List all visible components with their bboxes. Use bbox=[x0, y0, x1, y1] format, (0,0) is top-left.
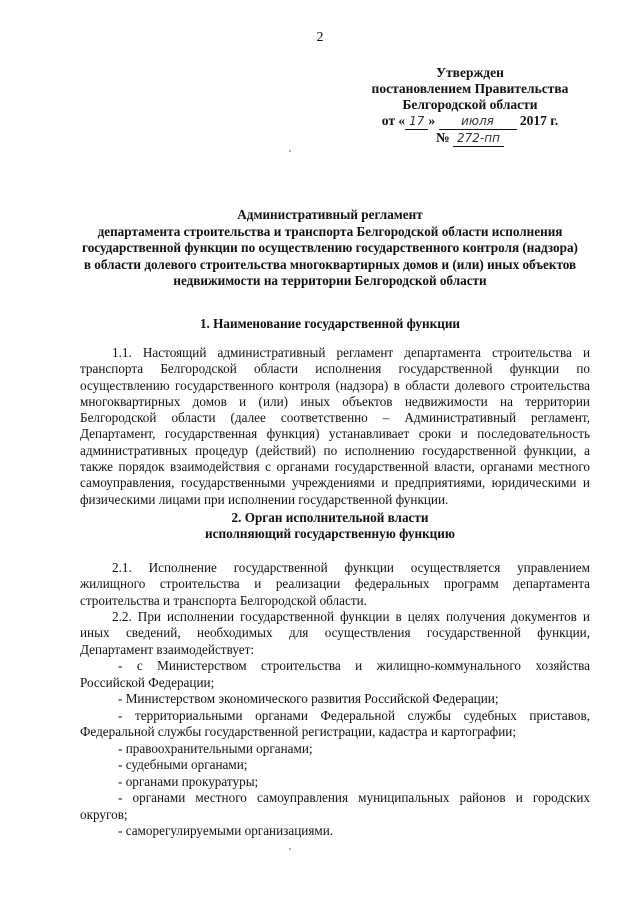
list-item-line: - территориальными органами Федеральной службы судебных приставов, bbox=[118, 707, 590, 723]
list-item: - правоохранительными органами; bbox=[118, 740, 313, 756]
interaction-list bbox=[80, 658, 590, 840]
date-year: 2017 г. bbox=[519, 113, 559, 128]
section-1-heading bbox=[70, 316, 590, 332]
title-line-3: государственной функции по осуществлению государственного контроля (надзора) bbox=[82, 240, 578, 255]
date-mid: » bbox=[428, 113, 436, 128]
title-line-5: недвижимости на территории Белгородской области bbox=[173, 273, 487, 288]
number-prefix: № bbox=[436, 130, 450, 145]
approval-date bbox=[360, 113, 580, 130]
section-2-heading bbox=[70, 510, 590, 542]
section-1-paragraph bbox=[80, 345, 590, 508]
date-month: июля bbox=[439, 113, 517, 130]
s1-line: транспорта Белгородской области исполнения государственной функции по bbox=[80, 361, 590, 377]
date-day: 17 bbox=[405, 113, 428, 130]
s1-line: Белгородской области (далее соответственно – Административный регламент, bbox=[80, 410, 590, 426]
section-1-heading-text: 1. Наименование государственной функции bbox=[199, 316, 461, 331]
section-2-heading-line-1: 2. Орган исполнительной власти bbox=[231, 510, 429, 525]
s2p1-line: строительства и транспорта Белгородской области. bbox=[80, 592, 367, 608]
list-item: - Министерством экономического развития Российской Федерации; bbox=[118, 691, 499, 706]
list-item-line: - с Министерством строительства и жилищно-коммунального хозяйства bbox=[118, 658, 590, 673]
title-line-1: Административный регламент bbox=[237, 207, 423, 222]
s1-line: 1.1. Настоящий административный регламент департамента строительства и bbox=[112, 345, 590, 360]
section-2-heading-line-2: исполняющий государственную функцию bbox=[205, 526, 455, 541]
s1-line: физическими лицами при исполнении государственной функции. bbox=[80, 491, 449, 507]
list-item-line: - органами местного самоуправления муниципальных районов и городских bbox=[118, 790, 590, 805]
approval-number bbox=[360, 130, 580, 147]
list-item: - судебными органами; bbox=[118, 757, 248, 772]
section-2-paragraph-2 bbox=[80, 609, 590, 658]
list-item: - органами прокуратуры; bbox=[118, 773, 259, 789]
s1-line: административных процедур (действий) по исполнению государственной функции, а bbox=[80, 442, 590, 458]
s1-line: Департамент, государственная функция) устанавливает сроки и последовательность bbox=[80, 426, 590, 442]
list-item-line: Российской Федерации; bbox=[80, 674, 215, 690]
number-value: 272-пп bbox=[453, 130, 504, 147]
list-item-line: округов; bbox=[80, 806, 128, 822]
list-item bbox=[80, 708, 590, 741]
section-2-paragraph-1 bbox=[80, 560, 590, 609]
s2p1-line: жилищного строительства и реализации федеральных программ департамента bbox=[80, 576, 590, 592]
scan-speck bbox=[289, 150, 291, 152]
title-line-4: в области долевого строительства многоквартирных домов и (или) иных объектов bbox=[83, 256, 577, 272]
page-number: 2 bbox=[316, 30, 324, 45]
s2p2-line: 2.2. При исполнении государственной функции в целях получения документов и bbox=[112, 609, 590, 624]
s1-line: осуществлению государственного контроля (надзора) в области долевого строительства bbox=[80, 377, 590, 393]
list-item bbox=[80, 790, 590, 823]
list-item: - саморегулируемыми организациями. bbox=[118, 823, 334, 838]
s2p2-line: иных сведений, необходимых для осуществления государственной функции, bbox=[80, 625, 590, 641]
list-item bbox=[80, 658, 590, 691]
s2p2-line: Департамент взаимодействует: bbox=[80, 641, 255, 657]
s1-line: многоквартирных домов и (или) иных объектов недвижимости на территории bbox=[80, 393, 590, 409]
s1-line: также порядок взаимодействия с органами государственной власти, органами местного bbox=[80, 459, 590, 475]
approval-line-2: постановлением Правительства bbox=[371, 81, 569, 96]
approval-line-1: Утвержден bbox=[436, 65, 504, 80]
s1-line: самоуправления, государственными учреждениями и предприятиями, юридическими и bbox=[80, 475, 590, 491]
document-title bbox=[70, 207, 590, 290]
title-line-2: департамента строительства и транспорта Белгородской области исполнения bbox=[97, 223, 563, 239]
approval-line-3: Белгородской области bbox=[402, 97, 538, 112]
s2p1-line: 2.1. Исполнение государственной функции осуществляется управлением bbox=[112, 560, 590, 575]
approval-block bbox=[360, 65, 580, 147]
list-item-line: Федеральной службы государственной регистрации, кадастра и картографии; bbox=[80, 724, 517, 739]
scan-speck bbox=[289, 848, 291, 850]
date-prefix: от « bbox=[381, 113, 406, 128]
